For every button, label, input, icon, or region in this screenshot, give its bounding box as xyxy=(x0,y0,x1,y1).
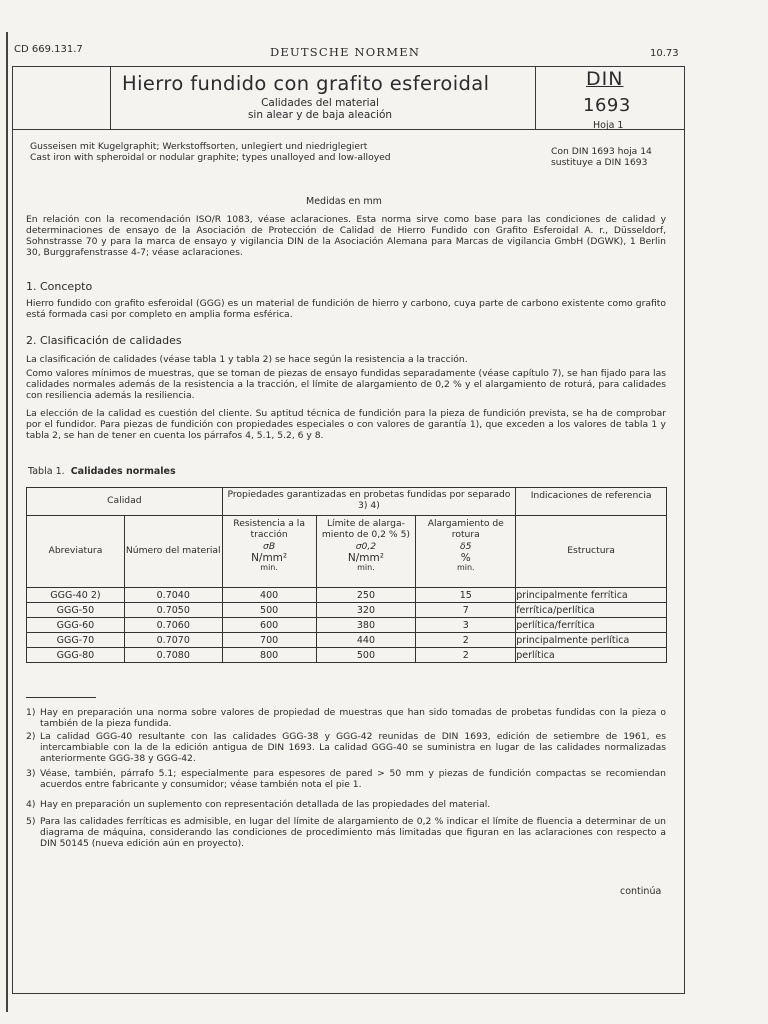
header-alargamiento xyxy=(416,516,516,588)
cell-abreviatura: GGG-70 xyxy=(27,633,125,648)
resistencia-symbol: σB xyxy=(263,541,276,552)
continued-note: continúa xyxy=(620,886,662,897)
footnote xyxy=(26,816,666,849)
table-1-number: Tabla 1. xyxy=(28,466,65,477)
cell-numero: 0.7050 xyxy=(124,603,222,618)
table-1-caption xyxy=(28,466,176,477)
header-limite xyxy=(316,516,416,588)
section-2-paragraph-1: La clasificación de calidades (véase tabla 1 y tabla 2) se hace según la resistencia a la tracción. xyxy=(26,354,468,365)
cell-abreviatura: GGG-80 xyxy=(27,648,125,663)
issue-date: 10.73 xyxy=(650,48,679,59)
header-indicaciones: Indicaciones de referencia xyxy=(516,488,667,516)
limite-unit: N/mm² xyxy=(347,551,384,564)
alargamiento-min: min. xyxy=(456,563,475,572)
cell-resistencia: 700 xyxy=(222,633,316,648)
table-row xyxy=(27,588,667,603)
english-title: Cast iron with spheroidal or nodular graphite; types unalloyed and low-alloyed xyxy=(30,152,391,163)
table-row xyxy=(27,618,667,633)
alargamiento-symbol: δ5 xyxy=(460,541,472,552)
footnote-text: Hay en preparación una norma sobre valores de propiedad de muestras que han sido tomadas de probetas fundidas con la pieza o también de la pieza fundida. xyxy=(40,707,666,729)
table-header-row-2 xyxy=(27,516,667,588)
footnote xyxy=(26,707,666,729)
cell-estructura: perlítica xyxy=(516,648,667,663)
footnote-text: Hay en preparación un suplemento con representación detallada de las propiedades del material. xyxy=(40,799,491,810)
section-1-text: Hierro fundido con grafito esferoidal (GGG) es un material de fundición de hierro y carbono, cuya parte de carbono existente como grafito está formada casi por completo en amplia forma esférica. xyxy=(26,298,666,320)
units-note: Medidas en mm xyxy=(306,196,382,207)
limite-min: min. xyxy=(357,563,375,572)
german-title: Gusseisen mit Kugelgraphit; Werkstoffsorten, unlegiert und niedriglegiert xyxy=(30,141,368,152)
subtitle-line-2: sin alear y de baja aleación xyxy=(247,109,393,121)
footnote-text: Véase, también, párrafo 5.1; especialmente para espesores de pared > 50 mm y piezas de fundición compactas se recomiendan acuerdos entre fabricante y consumidor; véase también nota el pie 1. xyxy=(40,768,666,790)
cell-limite: 500 xyxy=(316,648,416,663)
binder-edge xyxy=(6,32,8,1012)
classification-code: CD 669.131.7 xyxy=(14,44,83,55)
cell-limite: 250 xyxy=(316,588,416,603)
cell-numero: 0.7070 xyxy=(124,633,222,648)
section-2-paragraph-2: Como valores mínimos de muestras, que se toman de piezas de ensayo fundidas separadamente (véase capítulo 7), se han fijado para las calidades normales además de la resistencia a la tracción, el límite de alargamiento de 0,2 % y el alargamiento de roturá, para calidades con resiliencia además la resiliencia. xyxy=(26,368,666,401)
cell-numero: 0.7040 xyxy=(124,588,222,603)
cell-alargamiento: 15 xyxy=(416,588,516,603)
section-1-heading: 1. Concepto xyxy=(26,280,93,293)
din-number: 1693 xyxy=(583,95,631,116)
replaces-note xyxy=(551,146,652,168)
cell-numero: 0.7080 xyxy=(124,648,222,663)
series-name: DEUTSCHE NORMEN xyxy=(270,45,421,59)
cell-alargamiento: 2 xyxy=(416,648,516,663)
document-title: Hierro fundido con grafito esferoidal xyxy=(122,72,490,95)
intro-paragraph: En relación con la recomendación ISO/R 1083, véase aclaraciones. Esta norma sirve como base para las condiciones de calidad y determinaciones de ensayo de la Asociación de Protección de Calidad de Hierro Fundido con Grafito Esferoidal A. r., Düsseldorf, Sohnstrasse 70 y para la marca de ensayo y vigilancia DIN de la Asociación Alemana para Marcas de vigilancia GmbH (DGWK), 1 Berlin 30, Burggrafenstrasse 4-7; véase aclaraciones. xyxy=(26,214,666,258)
header-propiedades: Propiedades garantizadas en probetas fundidas por separado 3) 4) xyxy=(222,488,516,516)
cell-resistencia: 500 xyxy=(222,603,316,618)
table-1 xyxy=(26,487,667,663)
cell-resistencia: 400 xyxy=(222,588,316,603)
cell-estructura: principalmente ferrítica xyxy=(516,588,667,603)
alternate-titles xyxy=(30,141,391,163)
sheet-number: Hoja 1 xyxy=(593,120,624,131)
header-resistencia xyxy=(222,516,316,588)
table-header-row-1 xyxy=(27,488,667,516)
cell-resistencia: 800 xyxy=(222,648,316,663)
cell-alargamiento: 7 xyxy=(416,603,516,618)
section-2-paragraph-3: La elección de la calidad es cuestión del cliente. Su aptitud técnica de fundición para la pieza de fundición prevista, se ha de comprobar por el fundidor. Para piezas de fundición con propiedades especiales o con valores de garantía 1), que exceden a los valores de tabla 1 y tabla 2, se han de tener en cuenta los párrafos 4, 5.1, 5.2, 6 y 8. xyxy=(26,408,666,441)
cell-abreviatura: GGG-50 xyxy=(27,603,125,618)
cell-estructura: perlítica/ferrítica xyxy=(516,618,667,633)
footnote-text: La calidad GGG-40 resultante con las calidades GGG-38 y GGG-42 reunidas de DIN 1693, edición de setiembre de 1961, es intercambiable con la de la edición antigua de DIN 1693. La calidad GGG-40 se suministra en lugar de las calidades normalizadas anteriormente GGG-38 y GGG-42. xyxy=(40,731,666,764)
title-left-cell xyxy=(12,66,110,130)
alargamiento-unit: % xyxy=(460,551,471,564)
footnote xyxy=(26,768,666,790)
footnote-number: 2) xyxy=(26,731,36,742)
alargamiento-label: Alargamiento de rotura xyxy=(427,518,504,540)
cell-abreviatura: GGG-60 xyxy=(27,618,125,633)
cell-alargamiento: 3 xyxy=(416,618,516,633)
header-calidad: Calidad xyxy=(27,488,223,516)
resistencia-unit: N/mm² xyxy=(251,551,288,564)
resistencia-min: min. xyxy=(260,563,278,572)
header-abreviatura: Abreviatura xyxy=(27,516,125,588)
cell-estructura: principalmente perlítica xyxy=(516,633,667,648)
table-row xyxy=(27,603,667,618)
cell-resistencia: 600 xyxy=(222,618,316,633)
limite-symbol: σ0,2 xyxy=(355,541,377,552)
table-1-title: Calidades normales xyxy=(70,466,176,477)
cell-numero: 0.7060 xyxy=(124,618,222,633)
table-row xyxy=(27,648,667,663)
footnote-number: 3) xyxy=(26,768,36,779)
cell-limite: 320 xyxy=(316,603,416,618)
section-2-heading: 2. Clasificación de calidades xyxy=(26,334,182,347)
replaces-line-1: Con DIN 1693 hoja 14 xyxy=(551,146,652,157)
resistencia-label: Resistencia a la tracción xyxy=(233,518,305,540)
document-subtitle xyxy=(200,97,440,121)
footnote-number: 4) xyxy=(26,799,36,810)
footnote-number: 5) xyxy=(26,816,36,827)
footnote xyxy=(26,799,666,810)
header-numero-material: Número del material xyxy=(124,516,222,588)
subtitle-line-1: Calidades del material xyxy=(261,97,379,109)
cell-alargamiento: 2 xyxy=(416,633,516,648)
limite-label: Límite de alarga-miento de 0,2 % 5) xyxy=(321,518,410,540)
cell-abreviatura: GGG-40 2) xyxy=(27,588,125,603)
replaces-line-2: sustituye a DIN 1693 xyxy=(551,157,648,168)
footnote-text: Para las calidades ferríticas es admisible, en lugar del límite de alargamiento de 0,2 % indicar el límite de fluencia a determinar de un diagrama de máquina, considerando las condiciones de procedimiento más limitadas que figuran en las aclaraciones con respecto a DIN 50145 (nueva edición aún en proyecto). xyxy=(40,816,666,849)
footnote-number: 1) xyxy=(26,707,36,718)
header-estructura: Estructura xyxy=(516,516,667,588)
cell-limite: 380 xyxy=(316,618,416,633)
din-label: DIN xyxy=(586,68,624,90)
cell-limite: 440 xyxy=(316,633,416,648)
footnote xyxy=(26,731,666,764)
footnote-separator xyxy=(26,697,96,698)
table-row xyxy=(27,633,667,648)
cell-estructura: ferrítica/perlítica xyxy=(516,603,667,618)
